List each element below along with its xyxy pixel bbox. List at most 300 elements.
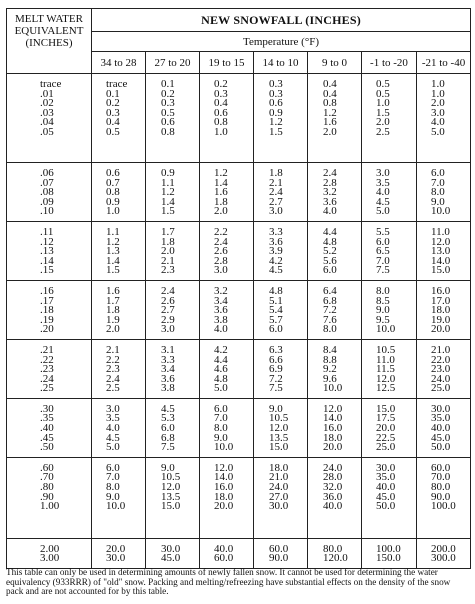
snowfall-value: 5.4 bbox=[269, 304, 283, 317]
melt-water-value: .24 bbox=[40, 372, 54, 385]
snowfall-value: 4.5 bbox=[106, 431, 120, 444]
snowfall-value: 30.0 bbox=[376, 461, 396, 474]
melt-header-line3: (INCHES) bbox=[25, 37, 73, 49]
melt-water-value: .11 bbox=[40, 225, 54, 238]
snowfall-value: 0.7 bbox=[106, 176, 120, 189]
snowfall-value: 24.0 bbox=[431, 372, 451, 385]
snowfall-value: 0.4 bbox=[214, 97, 228, 110]
snowfall-cell bbox=[254, 74, 308, 163]
snowfall-value: 9.0 bbox=[269, 402, 283, 415]
snowfall-value: 2.0 bbox=[376, 116, 390, 129]
snowfall-value: 9.6 bbox=[323, 372, 337, 385]
snowfall-value: 8.0 bbox=[376, 284, 390, 297]
snowfall-value: 80.0 bbox=[323, 542, 343, 555]
snowfall-value: 10.0 bbox=[431, 205, 451, 218]
snowfall-cell bbox=[200, 538, 254, 568]
snowfall-value: 12.0 bbox=[376, 372, 396, 385]
snowfall-value: 40.0 bbox=[323, 500, 343, 513]
snowfall-value: 2.0 bbox=[106, 323, 120, 336]
melt-water-value: .80 bbox=[40, 481, 54, 494]
table-row bbox=[7, 398, 471, 457]
snowfall-value: 1.6 bbox=[323, 116, 337, 129]
snowfall-cell bbox=[362, 457, 417, 538]
snowfall-cell bbox=[146, 74, 200, 163]
column-header: 14 to 10 bbox=[254, 52, 308, 74]
snowfall-value: 20.0 bbox=[431, 323, 451, 336]
snowfall-value: 2.0 bbox=[431, 97, 445, 110]
snowfall-value: 2.0 bbox=[323, 125, 337, 138]
snowfall-value: 5.0 bbox=[106, 441, 120, 454]
snowfall-value: 4.4 bbox=[214, 353, 228, 366]
snowfall-value: 18.0 bbox=[323, 431, 343, 444]
snowfall-value: 3.9 bbox=[269, 245, 283, 258]
table-row bbox=[7, 339, 471, 398]
snowfall-value: 2.6 bbox=[161, 294, 175, 307]
snowfall-value: 27.0 bbox=[269, 490, 289, 503]
snowfall-value: 7.0 bbox=[106, 471, 120, 484]
snowfall-value: 4.2 bbox=[214, 343, 228, 356]
snowfall-value: 2.4 bbox=[323, 167, 337, 179]
snowfall-value: 11.5 bbox=[376, 363, 395, 376]
snowfall-value: 2.8 bbox=[323, 176, 337, 189]
snowfall-value: 100.0 bbox=[431, 500, 456, 513]
table-row bbox=[7, 280, 471, 339]
snowfall-value: 1.4 bbox=[106, 254, 120, 267]
snowfall-value: 5.1 bbox=[269, 294, 283, 307]
snowfall-value: 1.8 bbox=[214, 195, 228, 208]
snowfall-value: 10.0 bbox=[106, 500, 126, 513]
snowfall-value: 12.0 bbox=[431, 235, 451, 248]
snowfall-value: 7.5 bbox=[376, 264, 390, 277]
snowfall-value: 3.1 bbox=[161, 343, 175, 356]
melt-water-value: 1.00 bbox=[40, 500, 60, 513]
snowfall-value: 24.0 bbox=[269, 481, 289, 494]
snowfall-value: 4.6 bbox=[214, 363, 228, 376]
table-row bbox=[7, 538, 471, 568]
snowfall-value: 2.1 bbox=[106, 343, 120, 356]
snowfall-cell bbox=[308, 221, 362, 280]
snowfall-cell bbox=[254, 339, 308, 398]
snowfall-value: 3.3 bbox=[161, 353, 175, 366]
snowfall-value: trace bbox=[106, 78, 128, 90]
snowfall-value: 1.6 bbox=[106, 284, 120, 297]
melt-water-cell bbox=[7, 339, 92, 398]
snowfall-value: 20.0 bbox=[376, 422, 396, 435]
snowfall-value: 1.0 bbox=[106, 205, 120, 218]
snowfall-value: 8.5 bbox=[376, 294, 390, 307]
snowfall-value: 0.8 bbox=[106, 186, 120, 199]
snowfall-cell bbox=[362, 163, 417, 222]
snowfall-value: 2.4 bbox=[106, 372, 120, 385]
snowfall-cell bbox=[417, 74, 471, 163]
snowfall-value: 60.0 bbox=[431, 461, 451, 474]
snowfall-value: 13.5 bbox=[269, 431, 289, 444]
snowfall-value: 3.0 bbox=[431, 106, 445, 119]
snowfall-value: 2.3 bbox=[106, 363, 120, 376]
snowfall-value: 6.0 bbox=[431, 167, 445, 179]
snowfall-value: 3.2 bbox=[323, 186, 337, 199]
snowfall-value: 11.0 bbox=[376, 353, 395, 366]
melt-water-value: .01 bbox=[40, 87, 54, 100]
snowfall-value: 20.0 bbox=[323, 441, 343, 454]
snowfall-value: 1.7 bbox=[161, 225, 175, 238]
melt-water-value: .60 bbox=[40, 461, 54, 474]
snowfall-cell bbox=[308, 280, 362, 339]
snowfall-value: 14.0 bbox=[431, 254, 451, 267]
melt-water-value: .03 bbox=[40, 106, 54, 119]
melt-water-value: .45 bbox=[40, 431, 54, 444]
snowfall-value: 24.0 bbox=[323, 461, 343, 474]
snowfall-value: 0.3 bbox=[269, 78, 283, 90]
melt-water-value: .07 bbox=[40, 176, 54, 189]
snowfall-value: 15.0 bbox=[161, 500, 181, 513]
snowfall-value: 2.5 bbox=[106, 382, 120, 395]
snowfall-value: 0.4 bbox=[323, 87, 337, 100]
snowfall-cell bbox=[417, 398, 471, 457]
snowfall-value: 0.1 bbox=[106, 87, 120, 100]
melt-water-value: .70 bbox=[40, 471, 54, 484]
snowfall-cell bbox=[308, 398, 362, 457]
melt-water-cell bbox=[7, 457, 92, 538]
snowfall-value: 3.6 bbox=[269, 235, 283, 248]
snowfall-value: 8.0 bbox=[431, 186, 445, 199]
snowfall-value: 30.0 bbox=[161, 542, 181, 555]
snowfall-value: 20.0 bbox=[214, 500, 234, 513]
snowfall-value: 2.2 bbox=[106, 353, 120, 366]
snowfall-value: 25.0 bbox=[376, 441, 396, 454]
melt-water-cell bbox=[7, 221, 92, 280]
snowfall-value: 0.8 bbox=[323, 97, 337, 110]
snowfall-cell bbox=[254, 457, 308, 538]
snowfall-value: 11.0 bbox=[431, 225, 450, 238]
snowfall-cell bbox=[362, 74, 417, 163]
snowfall-cell bbox=[254, 280, 308, 339]
snowfall-cell bbox=[254, 163, 308, 222]
snowfall-value: 7.2 bbox=[323, 304, 337, 317]
snowfall-value: 21.0 bbox=[431, 343, 451, 356]
snowfall-value: 5.6 bbox=[323, 254, 337, 267]
melt-water-value: .05 bbox=[40, 125, 54, 138]
melt-water-value: .16 bbox=[40, 284, 54, 297]
snowfall-value: 6.5 bbox=[376, 245, 390, 258]
snowfall-value: 6.6 bbox=[269, 353, 283, 366]
snowfall-cell bbox=[146, 221, 200, 280]
snowfall-value: 13.0 bbox=[431, 245, 451, 258]
snowfall-value: 6.9 bbox=[269, 363, 283, 376]
snowfall-cell bbox=[417, 163, 471, 222]
snowfall-cell bbox=[362, 398, 417, 457]
snowfall-cell bbox=[362, 221, 417, 280]
melt-water-value: .15 bbox=[40, 264, 54, 277]
melt-water-value: .13 bbox=[40, 245, 54, 258]
snowfall-cell bbox=[146, 538, 200, 568]
snowfall-value: 1.2 bbox=[161, 186, 175, 199]
snowfall-value: 5.2 bbox=[323, 245, 337, 258]
snowfall-value: 2.7 bbox=[161, 304, 175, 317]
snowfall-value: 2.8 bbox=[214, 254, 228, 267]
snowfall-value: 5.5 bbox=[376, 225, 390, 238]
snowfall-value: 4.5 bbox=[376, 195, 390, 208]
snowfall-value: 70.0 bbox=[431, 471, 451, 484]
snowfall-value: 2.1 bbox=[269, 176, 283, 189]
snowfall-value: 1.8 bbox=[269, 167, 283, 179]
melt-water-value: .25 bbox=[40, 382, 54, 395]
snowfall-value: 6.3 bbox=[269, 343, 283, 356]
snowfall-cell bbox=[417, 221, 471, 280]
snowfall-value: 6.0 bbox=[214, 402, 228, 415]
snowfall-value: 18.0 bbox=[269, 461, 289, 474]
snowfall-value: 7.5 bbox=[161, 441, 175, 454]
melt-water-value: .04 bbox=[40, 116, 54, 129]
snowfall-value: 3.0 bbox=[161, 323, 175, 336]
snowfall-value: 4.5 bbox=[161, 402, 175, 415]
melt-water-value: .09 bbox=[40, 195, 54, 208]
snowfall-value: 0.4 bbox=[323, 78, 337, 90]
snowfall-value: 8.0 bbox=[323, 323, 337, 336]
snowfall-cell bbox=[362, 280, 417, 339]
snowfall-value: 1.4 bbox=[161, 195, 175, 208]
melt-water-value: .17 bbox=[40, 294, 54, 307]
snowfall-value: 17.0 bbox=[431, 294, 451, 307]
snowfall-cell bbox=[254, 221, 308, 280]
snowfall-cell bbox=[417, 339, 471, 398]
snowfall-value: 3.2 bbox=[214, 284, 228, 297]
snowfall-value: 5.0 bbox=[376, 205, 390, 218]
snowfall-value: 30.0 bbox=[431, 402, 451, 415]
snowfall-value: 2.4 bbox=[161, 284, 175, 297]
snowfall-cell bbox=[308, 74, 362, 163]
column-header: 9 to 0 bbox=[308, 52, 362, 74]
snowfall-value: 4.2 bbox=[269, 254, 283, 267]
snowfall-value: 0.5 bbox=[106, 125, 120, 138]
snowfall-value: 1.0 bbox=[376, 97, 390, 110]
melt-water-value: .20 bbox=[40, 323, 54, 336]
snowfall-cell bbox=[200, 74, 254, 163]
snowfall-value: 9.2 bbox=[323, 363, 337, 376]
snowfall-value: 3.6 bbox=[161, 372, 175, 385]
snowfall-value: 5.3 bbox=[161, 412, 175, 425]
snowfall-value: 3.0 bbox=[376, 167, 390, 179]
snowfall-value: 6.8 bbox=[161, 431, 175, 444]
snowfall-value: 4.0 bbox=[323, 205, 337, 218]
snowfall-value: 16.0 bbox=[323, 422, 343, 435]
snowfall-cell bbox=[146, 339, 200, 398]
snowfall-value: 1.5 bbox=[376, 106, 390, 119]
snowfall-value: 5.0 bbox=[214, 382, 228, 395]
snowfall-value: 0.4 bbox=[106, 116, 120, 129]
snowfall-value: 2.1 bbox=[161, 254, 175, 267]
snowfall-value: 0.6 bbox=[106, 167, 120, 179]
snowfall-value: 5.7 bbox=[269, 313, 283, 326]
snowfall-value: 1.5 bbox=[161, 205, 175, 218]
snowfall-cell bbox=[254, 398, 308, 457]
snowfall-value: 2.9 bbox=[161, 313, 175, 326]
snowfall-value: 3.0 bbox=[106, 402, 120, 415]
snowfall-value: 10.0 bbox=[214, 441, 234, 454]
snowfall-value: 60.0 bbox=[214, 552, 234, 565]
snowfall-value: 10.5 bbox=[161, 471, 181, 484]
snowfall-cell bbox=[308, 163, 362, 222]
snowfall-value: 1.6 bbox=[214, 186, 228, 199]
snowfall-value: 2.5 bbox=[376, 125, 390, 138]
snowfall-value: 4.0 bbox=[106, 422, 120, 435]
melt-water-value: .10 bbox=[40, 205, 54, 218]
melt-water-value: .50 bbox=[40, 441, 54, 454]
snowfall-value: 19.0 bbox=[431, 313, 451, 326]
snowfall-value: 7.0 bbox=[214, 412, 228, 425]
snowfall-value: 3.0 bbox=[214, 264, 228, 277]
snowfall-value: 2.0 bbox=[214, 205, 228, 218]
snowfall-value: 3.0 bbox=[269, 205, 283, 218]
melt-water-value: .22 bbox=[40, 353, 54, 366]
temperature-label: Temperature (°F) bbox=[92, 32, 471, 52]
snowfall-cell bbox=[200, 339, 254, 398]
snowfall-value: 0.3 bbox=[269, 87, 283, 100]
snowfall-value: 300.0 bbox=[431, 552, 456, 565]
snowfall-value: 4.0 bbox=[376, 186, 390, 199]
melt-water-value: .08 bbox=[40, 186, 54, 199]
snowfall-value: 0.2 bbox=[161, 87, 175, 100]
melt-water-value: .14 bbox=[40, 254, 54, 267]
snowfall-cell bbox=[146, 457, 200, 538]
snowfall-cell bbox=[92, 74, 146, 163]
snowfall-cell bbox=[92, 163, 146, 222]
snowfall-value: 35.0 bbox=[376, 471, 396, 484]
snowfall-value: 20.0 bbox=[106, 542, 126, 555]
snowfall-value: 28.0 bbox=[323, 471, 343, 484]
snowfall-value: 1.7 bbox=[106, 294, 120, 307]
snowfall-value: 9.0 bbox=[431, 195, 445, 208]
melt-water-value: .06 bbox=[40, 167, 54, 179]
melt-water-cell bbox=[7, 538, 92, 568]
melt-water-cell bbox=[7, 163, 92, 222]
table-row bbox=[7, 74, 471, 163]
snowfall-value: 25.0 bbox=[431, 382, 451, 395]
snowfall-value: 7.0 bbox=[431, 176, 445, 189]
melt-header-line2: EQUIVALENT bbox=[14, 25, 84, 37]
snowfall-value: 1.9 bbox=[106, 313, 120, 326]
snowfall-cell bbox=[92, 538, 146, 568]
snowfall-value: 8.0 bbox=[106, 481, 120, 494]
snowfall-value: 3.8 bbox=[161, 382, 175, 395]
snowfall-value: 4.8 bbox=[323, 235, 337, 248]
snowfall-value: 5.0 bbox=[431, 125, 445, 138]
snowfall-value: 90.0 bbox=[269, 552, 289, 565]
snowfall-value: 10.0 bbox=[376, 323, 396, 336]
snowfall-value: 10.5 bbox=[269, 412, 289, 425]
snowfall-value: 45.0 bbox=[376, 490, 396, 503]
snowfall-value: 2.3 bbox=[161, 264, 175, 277]
snowfall-value: 10.5 bbox=[376, 343, 396, 356]
snowfall-value: 80.0 bbox=[431, 481, 451, 494]
melt-water-value: .12 bbox=[40, 235, 54, 248]
snowfall-value: 8.8 bbox=[323, 353, 337, 366]
snowfall-value: 16.0 bbox=[431, 284, 451, 297]
snowfall-value: 16.0 bbox=[214, 481, 234, 494]
melt-water-cell bbox=[7, 398, 92, 457]
snowfall-value: 3.6 bbox=[323, 195, 337, 208]
snowfall-value: 9.0 bbox=[214, 431, 228, 444]
snowfall-value: 45.0 bbox=[161, 552, 181, 565]
snowfall-value: 14.0 bbox=[323, 412, 343, 425]
snowfall-value: 8.4 bbox=[323, 343, 337, 356]
snowfall-value: 15.0 bbox=[269, 441, 289, 454]
snowfall-cell bbox=[146, 280, 200, 339]
snowfall-value: 9.0 bbox=[376, 304, 390, 317]
snowfall-value: 12.5 bbox=[376, 382, 396, 395]
snowfall-value: 1.8 bbox=[106, 304, 120, 317]
snowfall-value: 3.5 bbox=[106, 412, 120, 425]
snowfall-cell bbox=[200, 280, 254, 339]
column-header: 34 to 28 bbox=[92, 52, 146, 74]
snowfall-value: 2.7 bbox=[269, 195, 283, 208]
snowfall-cell bbox=[308, 538, 362, 568]
snowfall-value: 4.5 bbox=[269, 264, 283, 277]
snowfall-value: 15.0 bbox=[376, 402, 396, 415]
snowfall-value: 12.0 bbox=[214, 461, 234, 474]
snowfall-value: 4.8 bbox=[269, 284, 283, 297]
snowfall-value: 1.5 bbox=[269, 125, 283, 138]
melt-water-value: .19 bbox=[40, 313, 54, 326]
snowfall-cell bbox=[146, 163, 200, 222]
snowfall-cell bbox=[417, 538, 471, 568]
snowfall-value: 3.4 bbox=[161, 363, 175, 376]
snowfall-cell bbox=[200, 221, 254, 280]
snowfall-value: 10.0 bbox=[323, 382, 343, 395]
snowfall-cell bbox=[92, 221, 146, 280]
snowfall-value: 40.0 bbox=[376, 481, 396, 494]
snowfall-value: 4.0 bbox=[431, 116, 445, 129]
snowfall-value: 150.0 bbox=[376, 552, 401, 565]
snowfall-value: 1.1 bbox=[106, 225, 120, 238]
snowfall-cell bbox=[92, 398, 146, 457]
snowfall-value: 23.0 bbox=[431, 363, 451, 376]
snowfall-value: 50.0 bbox=[431, 441, 451, 454]
snowfall-value: 7.0 bbox=[376, 254, 390, 267]
snowfall-value: 12.0 bbox=[323, 402, 343, 415]
snowfall-value: 22.0 bbox=[431, 353, 451, 366]
snowfall-value: 9.5 bbox=[376, 313, 390, 326]
snowfall-value: 0.5 bbox=[161, 106, 175, 119]
snowfall-value: 8.0 bbox=[214, 422, 228, 435]
snowfall-cell bbox=[362, 339, 417, 398]
snowfall-cell bbox=[362, 538, 417, 568]
snowfall-value: 0.8 bbox=[161, 125, 175, 138]
snowfall-cell bbox=[92, 280, 146, 339]
snowfall-value: 1.2 bbox=[214, 167, 228, 179]
melt-water-value: .23 bbox=[40, 363, 54, 376]
snowfall-cell bbox=[308, 339, 362, 398]
snowfall-value: 12.0 bbox=[269, 422, 289, 435]
snowfall-value: 0.6 bbox=[161, 116, 175, 129]
snowfall-cell bbox=[417, 457, 471, 538]
snowfall-value: 120.0 bbox=[323, 552, 348, 565]
snowfall-value: 30.0 bbox=[269, 500, 289, 513]
snowfall-value: 3.4 bbox=[214, 294, 228, 307]
snowfall-value: 18.0 bbox=[214, 490, 234, 503]
snowfall-value: 0.3 bbox=[214, 87, 228, 100]
footnote: This table can only be used in determining amounts of newly fallen snow. It cannot be used for determining the water equivalency (933RRR) of "old" snow. Packing and melting/refreezing have substantial effects on the density of the snow pack and are not accounted for by this table. bbox=[6, 567, 451, 597]
snowfall-conversion-table bbox=[6, 8, 471, 569]
snowfall-value: 1.4 bbox=[214, 176, 228, 189]
snowfall-value: 6.0 bbox=[161, 422, 175, 435]
snowfall-value: 32.0 bbox=[323, 481, 343, 494]
snowfall-value: 6.0 bbox=[106, 461, 120, 474]
snowfall-value: 7.6 bbox=[323, 313, 337, 326]
melt-water-value: .90 bbox=[40, 490, 54, 503]
snowfall-value: 0.2 bbox=[106, 97, 120, 110]
melt-water-cell bbox=[7, 280, 92, 339]
